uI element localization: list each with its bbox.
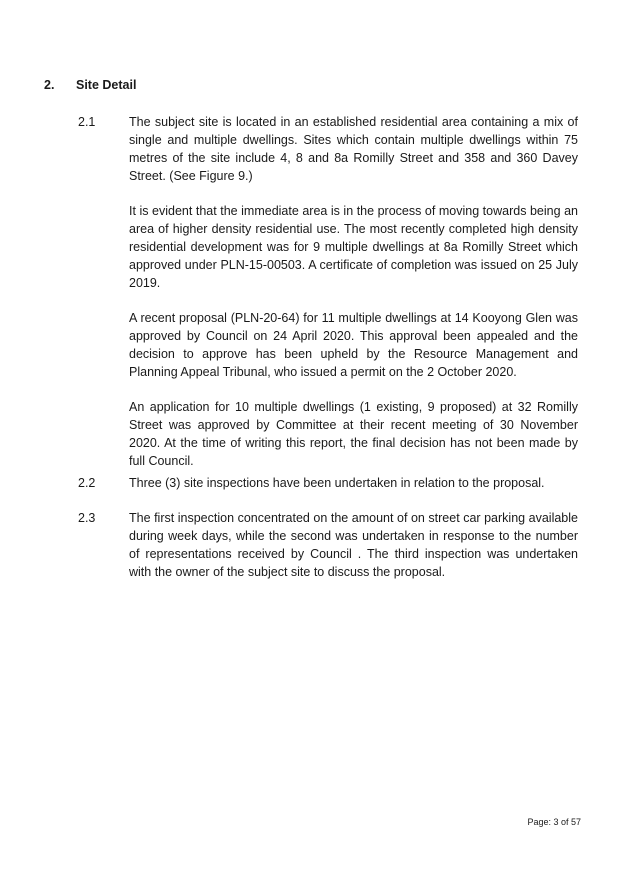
clause-number: 2.1 [78,115,96,129]
clause-number: 2.3 [78,511,96,525]
section-number: 2. [44,78,55,92]
clause-body [129,474,578,492]
paragraph: The first inspection concentrated on the amount of on street car parking available during week days, while the second was undertaken in response to the number of representations received by Council . The third inspection was undertaken with the owner of the subject site to discuss the proposal. [129,511,578,579]
section-heading [44,76,136,94]
paragraph: Three (3) site inspections have been undertaken in relation to the proposal. [129,476,545,490]
page-number: Page: 3 of 57 [527,817,581,827]
clause-body [129,113,578,470]
clause-2-3 [78,509,578,581]
clause-number: 2.2 [78,476,96,490]
paragraph: The subject site is located in an established residential area containing a mix of single and multiple dwellings. Sites which contain multiple dwellings within 75 metres of the site include 4, 8 and 8a Romilly Street and 358 and 360 Davey Street. (See Figure 9.) [129,115,578,183]
paragraph: A recent proposal (PLN-20-64) for 11 multiple dwellings at 14 Kooyong Glen was approved by Council on 24 April 2020. This approval been appealed and the decision to approve has been upheld by the Resource Management and Planning Appeal Tribunal, who issued a permit on the 2 October 2020. [129,311,578,379]
clause-2-2 [78,474,578,492]
clause-2-1 [78,113,578,470]
clause-body [129,509,578,581]
section-title: Site Detail [76,78,137,92]
paragraph: It is evident that the immediate area is in the process of moving towards being an area of higher density residential use. The most recently completed high density residential development was for 9 multiple dwellings at 8a Romilly Street which approved under PLN-15-00503. A certificate of completion was issued on 25 July 2019. [129,204,578,290]
paragraph: An application for 10 multiple dwellings (1 existing, 9 proposed) at 32 Romilly Street was approved by Committee at their recent meeting of 30 November 2020. At the time of writing this report, the final decision has not been made by full Council. [129,400,578,468]
